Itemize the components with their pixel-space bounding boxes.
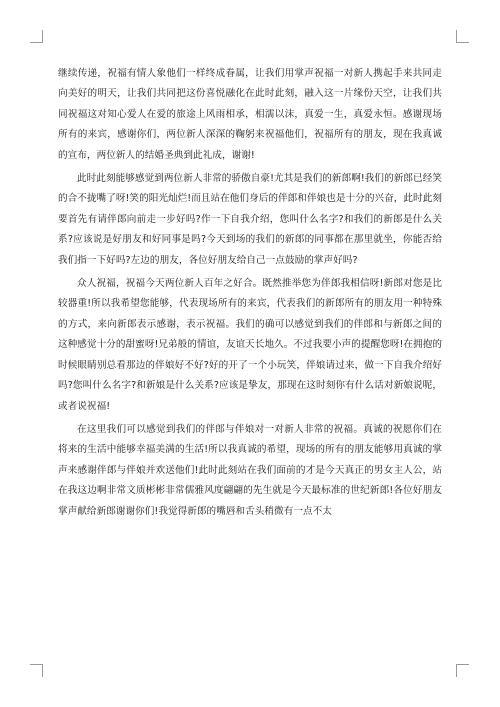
crop-mark-bottom-right	[456, 664, 469, 677]
paragraph-1: 继续传递，祝福有情人象他们一样终成眷属，让我们用掌声祝福一对新人携起手来共同走向美好的明天，让我们共同把这份喜悦融化在此时此刻，融入这一片缘份天空，让我们共同祝福这对知心爱人在爱的旅途上风雨相承，相濡以沫，真爱一生，真爱永恒。感谢现场所有的来宾，感谢你们，两位新人深深的鞠躬来祝福他们，祝福所有的朋友，现在我真诚的宣布，两位新人的结婚圣典到此礼成，谢谢!	[58, 68, 442, 161]
document-body	[58, 64, 442, 525]
crop-mark-bottom-left	[30, 664, 43, 677]
crop-mark-top-right	[456, 30, 469, 43]
paragraph-3: 众人祝福，祝福今天两位新人百年之好合。既然推举您为伴郎我相信呀!新郎对您是比较器重!所以我希望您能够，代表现场所有的来宾，代表我们的新郎所有的朋友用一种特殊的方式，来向新郎表示感谢，表示祝福。我们的确可以感觉到我们的伴郎和与新郎之间的这种感觉十分的甜蜜呀!兄弟般的情谊，友谊天长地久。不过我要小声的提醒您呀!在拥抱的时候眼睛别总看那边的伴娘好不好?好的开了一个小玩笑，伴娘请过来，做一下自我介绍好吗?您叫什么名字?和新娘是什么关系?应该是挚友，那现在这时刻你有什么话对新娘说呢，或者说祝福!	[58, 278, 442, 412]
paragraph-4: 在这里我们可以感觉到我们的伴郎与伴娘对一对新人非常的祝福。真诚的祝愿你们在将来的生活中能够幸福美满的生活!所以我真诚的希望，现场的所有的朋友能够用真诚的掌声来感谢伴郎与伴娘并欢送他们!此时此刻站在我们面前的才是今天真正的男女主人公，站在我这边啊非常文质彬彬非常儒雅风度翩翩的先生就是今天最标准的世纪新郎!各位好朋友掌声献给新郎谢谢你们!我觉得新郎的嘴唇和舌头稍微有一点不太	[58, 423, 442, 517]
crop-mark-top-left	[30, 30, 43, 43]
paragraph-2: 此时此刻能够感觉到两位新人非常的骄傲自豪!尤其是我们的新郎啊!我们的新郎已经笑的合不拢嘴了呀!笑的阳光灿烂!而且站在他们身后的伴郎和伴娘也是十分的兴奋，此时此刻要首先有请伴郎向前走一步好吗?作一下自我介绍，您叫什么名字?和我们的新郎是什么关系?应该说是好朋友和好同事是吗?今天到场的我们的新郎的同事都在那里就坐，你能否给我们指一下好吗?左边的朋友，各位好朋友给自己一点鼓励的掌声好吗?	[58, 173, 442, 266]
